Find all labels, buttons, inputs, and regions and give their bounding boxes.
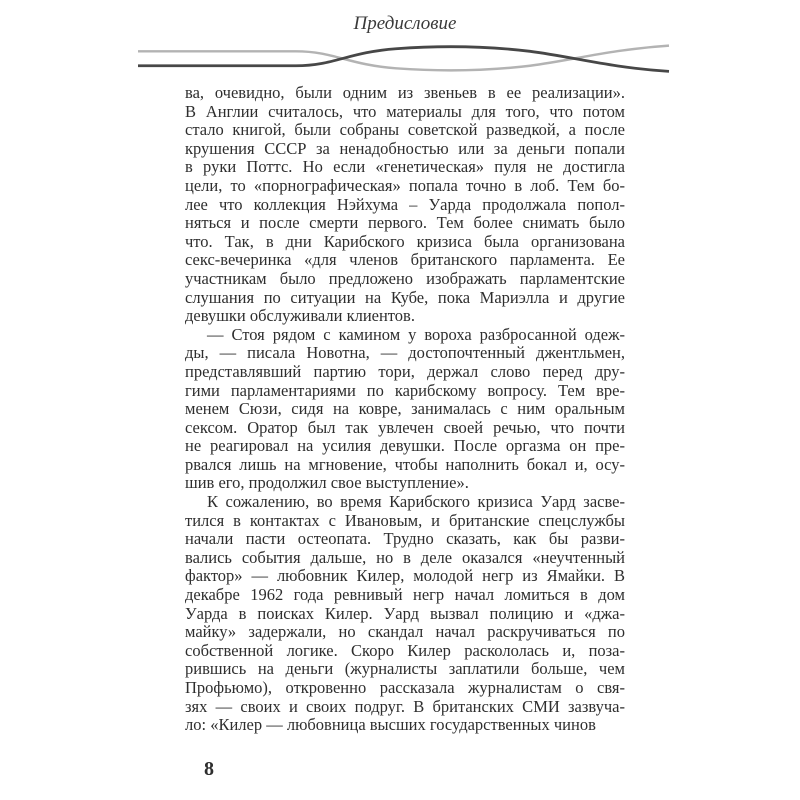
text-line: ды, — писала Новотна, — достопочтенный джентльмен, [185,343,625,363]
text-line: шив его, продолжил свое выступление». [185,473,469,493]
text-line: рвался лишь на мгновение, чтобы наполнить бокал и, осу- [185,454,625,474]
text-line: менем Сюзи, сидя на ковре, занималась с ним оральным [185,399,625,419]
text-line: декабре 1962 года ревнивый негр начал ломиться в дом [185,585,625,605]
text-line: ло: «Килер — любовница высших государственных чинов [185,715,596,735]
text-line: зях — своих и своих подруг. В британских СМИ зазвуча- [185,696,625,716]
text-line: начали пасти остеопата. Трудно сказать, как бы разви- [185,529,625,549]
text-line: девушки обслуживали клиентов. [185,306,415,326]
text-line: В Англии считалось, что материалы для того, что потом [185,101,625,121]
text-line: в руки Поттс. Но если «генетическая» пуля не достигла [185,157,625,177]
text-line: майку» задержали, но скандал начал раскручиваться по [185,622,625,642]
text-line: сексом. Оратор был так увлечен своей речью, что почти [185,417,625,437]
text-line: не реагировал на усилия девушки. После оргазма он пре- [185,436,625,456]
page-number: 8 [204,758,214,780]
text-line: Уарда в поисках Килер. Уард вызвал полицию и «джа- [185,603,625,623]
text-line: няться и после смерти первого. Тем более снимать было [185,213,625,233]
text-line: тился в контактах с Ивановым, и британские спецслужбы [185,510,625,530]
paragraph [185,326,625,493]
text-line: Профьюмо), откровенно рассказала журналистам о свя- [185,678,625,697]
text-line: ва, очевидно, были одним из звеньев в ее реализации». [185,83,625,102]
paragraph [185,84,625,326]
paragraph [185,493,625,735]
text-line: слушания по ситуации на Кубе, пока Мариэлла и другие [185,287,625,307]
text-line: стало книгой, были собраны советской разведкой, а после [185,120,625,140]
text-line: что. Так, в дни Карибского кризиса была организована [185,231,625,251]
text-line: рившись на деньги (журналисты заплатили больше, чем [185,659,625,679]
text-line: представлявший партию тори, держал слово перед дру- [185,361,625,381]
text-line: — Стоя рядом с камином у вороха разбросанной одеж- [207,324,625,344]
body-text [185,84,625,735]
text-line: крушения СССР за ненадобностью или за деньги попали [185,138,625,158]
text-line: фактор» — любовник Килер, молодой негр из Ямайки. В [185,566,625,586]
chapter-title: Предисловие [353,13,457,34]
text-line: цели, то «порнографическая» попала точно в лоб. Тем бо- [185,175,625,195]
text-line: секс-вечеринка «для членов британского парламента. Ее [185,250,625,270]
text-line: собственной логике. Скоро Килер раскололась и, поза- [185,640,625,660]
text-line: лее что коллекция Нэйхума – Уарда продолжала попол- [185,194,625,214]
text-line: К сожалению, во время Карибского кризиса Уард засве- [207,492,625,512]
text-line: участникам было предложено изображать парламентские [185,268,625,288]
ornament-separator [138,41,670,74]
text-line: гими парламентариями по карибскому вопросу. Тем вре- [185,380,625,400]
text-line: вались события дальше, но в деле оказался «неучтенный [185,547,625,567]
